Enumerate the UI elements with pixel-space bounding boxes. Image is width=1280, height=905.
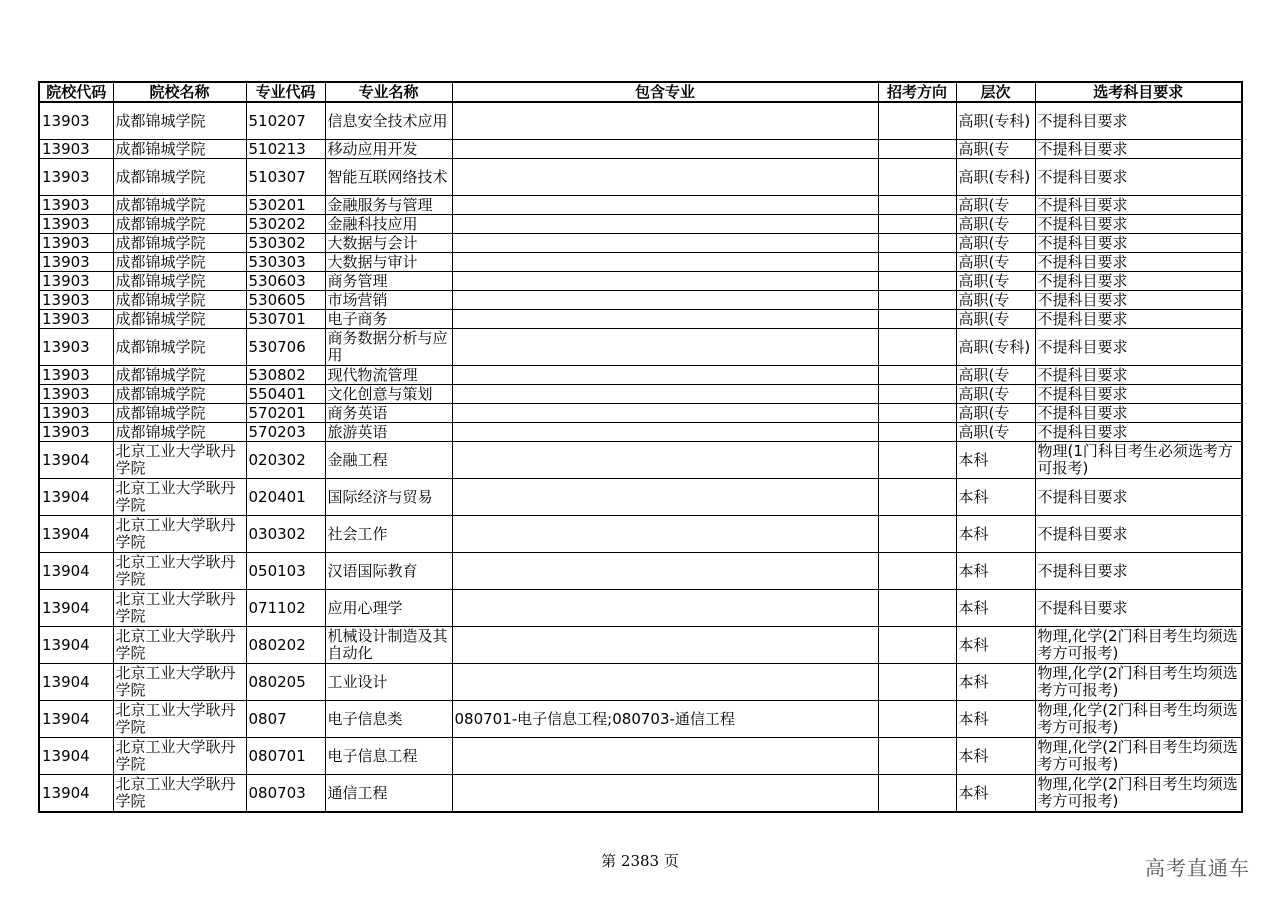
table-row bbox=[39, 404, 1242, 423]
cell-direction bbox=[878, 590, 956, 627]
cell-level: 本科 bbox=[956, 516, 1035, 553]
cell-major-name: 金融工程 bbox=[325, 442, 452, 479]
cell-direction bbox=[878, 664, 956, 701]
cell-major-code: 530303 bbox=[246, 253, 325, 272]
cell-major-name: 智能互联网络技术 bbox=[325, 159, 452, 196]
cell-school-name: 成都锦城学院 bbox=[113, 102, 246, 140]
cell-major-name: 移动应用开发 bbox=[325, 140, 452, 159]
cell-school-code: 13904 bbox=[39, 627, 113, 664]
cell-level: 高职(专 bbox=[956, 196, 1035, 215]
cell-included-majors bbox=[452, 738, 878, 775]
table-row bbox=[39, 479, 1242, 516]
cell-major-code: 020302 bbox=[246, 442, 325, 479]
cell-major-code: 530706 bbox=[246, 329, 325, 366]
cell-subject-requirement: 不提科目要求 bbox=[1035, 516, 1242, 553]
cell-school-name: 北京工业大学耿丹学院 bbox=[113, 775, 246, 813]
cell-level: 高职(专 bbox=[956, 234, 1035, 253]
cell-direction bbox=[878, 423, 956, 442]
cell-included-majors bbox=[452, 196, 878, 215]
cell-school-name: 成都锦城学院 bbox=[113, 404, 246, 423]
cell-school-code: 13904 bbox=[39, 775, 113, 813]
cell-included-majors bbox=[452, 423, 878, 442]
cell-school-name: 北京工业大学耿丹学院 bbox=[113, 442, 246, 479]
cell-school-name: 成都锦城学院 bbox=[113, 291, 246, 310]
header-level: 层次 bbox=[956, 82, 1035, 102]
cell-subject-requirement: 不提科目要求 bbox=[1035, 553, 1242, 590]
cell-included-majors bbox=[452, 253, 878, 272]
cell-school-name: 北京工业大学耿丹学院 bbox=[113, 701, 246, 738]
cell-level: 本科 bbox=[956, 664, 1035, 701]
cell-major-name: 金融科技应用 bbox=[325, 215, 452, 234]
header-direction: 招考方向 bbox=[878, 82, 956, 102]
cell-school-code: 13903 bbox=[39, 423, 113, 442]
cell-included-majors bbox=[452, 234, 878, 253]
cell-major-code: 530302 bbox=[246, 234, 325, 253]
cell-direction bbox=[878, 234, 956, 253]
cell-subject-requirement: 物理,化学(2门科目考生均须选考方可报考) bbox=[1035, 775, 1242, 813]
cell-school-code: 13903 bbox=[39, 234, 113, 253]
cell-school-code: 13904 bbox=[39, 664, 113, 701]
cell-school-name: 成都锦城学院 bbox=[113, 329, 246, 366]
cell-included-majors bbox=[452, 215, 878, 234]
cell-school-code: 13904 bbox=[39, 479, 113, 516]
table-row bbox=[39, 366, 1242, 385]
cell-direction bbox=[878, 442, 956, 479]
cell-major-code: 0807 bbox=[246, 701, 325, 738]
cell-major-name: 商务数据分析与应用 bbox=[325, 329, 452, 366]
cell-included-majors: 080701-电子信息工程;080703-通信工程 bbox=[452, 701, 878, 738]
cell-major-code: 510213 bbox=[246, 140, 325, 159]
table-row bbox=[39, 738, 1242, 775]
cell-school-code: 13903 bbox=[39, 310, 113, 329]
cell-school-code: 13904 bbox=[39, 516, 113, 553]
cell-major-code: 080701 bbox=[246, 738, 325, 775]
cell-major-name: 信息安全技术应用 bbox=[325, 102, 452, 140]
cell-subject-requirement: 物理,化学(2门科目考生均须选考方可报考) bbox=[1035, 664, 1242, 701]
cell-school-code: 13903 bbox=[39, 329, 113, 366]
cell-direction bbox=[878, 553, 956, 590]
cell-included-majors bbox=[452, 553, 878, 590]
cell-direction bbox=[878, 516, 956, 553]
header-subject-requirement: 选考科目要求 bbox=[1035, 82, 1242, 102]
cell-major-code: 071102 bbox=[246, 590, 325, 627]
cell-level: 本科 bbox=[956, 775, 1035, 813]
cell-level: 高职(专 bbox=[956, 310, 1035, 329]
header-major-name: 专业名称 bbox=[325, 82, 452, 102]
cell-school-name: 成都锦城学院 bbox=[113, 234, 246, 253]
cell-level: 高职(专 bbox=[956, 272, 1035, 291]
cell-subject-requirement: 不提科目要求 bbox=[1035, 102, 1242, 140]
cell-major-name: 文化创意与策划 bbox=[325, 385, 452, 404]
table-row bbox=[39, 234, 1242, 253]
cell-included-majors bbox=[452, 102, 878, 140]
cell-level: 本科 bbox=[956, 553, 1035, 590]
cell-subject-requirement: 不提科目要求 bbox=[1035, 310, 1242, 329]
cell-level: 高职(专 bbox=[956, 366, 1035, 385]
cell-school-name: 北京工业大学耿丹学院 bbox=[113, 553, 246, 590]
table-row bbox=[39, 102, 1242, 140]
table-row bbox=[39, 385, 1242, 404]
cell-major-name: 应用心理学 bbox=[325, 590, 452, 627]
cell-major-name: 商务管理 bbox=[325, 272, 452, 291]
cell-level: 本科 bbox=[956, 738, 1035, 775]
table-row bbox=[39, 272, 1242, 291]
cell-direction bbox=[878, 775, 956, 813]
cell-school-name: 成都锦城学院 bbox=[113, 385, 246, 404]
cell-major-name: 工业设计 bbox=[325, 664, 452, 701]
cell-subject-requirement: 不提科目要求 bbox=[1035, 215, 1242, 234]
cell-subject-requirement: 物理(1门科目考生必须选考方可报考) bbox=[1035, 442, 1242, 479]
cell-direction bbox=[878, 140, 956, 159]
header-major-code: 专业代码 bbox=[246, 82, 325, 102]
table-row bbox=[39, 553, 1242, 590]
table-header-row bbox=[39, 82, 1242, 102]
cell-subject-requirement: 不提科目要求 bbox=[1035, 253, 1242, 272]
header-school-code: 院校代码 bbox=[39, 82, 113, 102]
cell-major-code: 050103 bbox=[246, 553, 325, 590]
table-row bbox=[39, 310, 1242, 329]
cell-major-code: 080202 bbox=[246, 627, 325, 664]
cell-included-majors bbox=[452, 159, 878, 196]
cell-subject-requirement: 物理,化学(2门科目考生均须选考方可报考) bbox=[1035, 627, 1242, 664]
cell-major-code: 530202 bbox=[246, 215, 325, 234]
cell-level: 高职(专 bbox=[956, 253, 1035, 272]
cell-school-name: 北京工业大学耿丹学院 bbox=[113, 627, 246, 664]
cell-included-majors bbox=[452, 590, 878, 627]
cell-major-code: 530605 bbox=[246, 291, 325, 310]
cell-included-majors bbox=[452, 479, 878, 516]
table-row bbox=[39, 627, 1242, 664]
cell-major-name: 电子信息类 bbox=[325, 701, 452, 738]
cell-direction bbox=[878, 479, 956, 516]
cell-school-code: 13904 bbox=[39, 738, 113, 775]
table-row bbox=[39, 159, 1242, 196]
cell-direction bbox=[878, 310, 956, 329]
cell-major-name: 大数据与会计 bbox=[325, 234, 452, 253]
cell-school-code: 13903 bbox=[39, 140, 113, 159]
cell-subject-requirement: 不提科目要求 bbox=[1035, 196, 1242, 215]
cell-major-name: 国际经济与贸易 bbox=[325, 479, 452, 516]
cell-included-majors bbox=[452, 627, 878, 664]
cell-subject-requirement: 不提科目要求 bbox=[1035, 404, 1242, 423]
cell-major-name: 商务英语 bbox=[325, 404, 452, 423]
cell-included-majors bbox=[452, 516, 878, 553]
cell-subject-requirement: 不提科目要求 bbox=[1035, 329, 1242, 366]
cell-major-code: 510307 bbox=[246, 159, 325, 196]
cell-school-code: 13903 bbox=[39, 215, 113, 234]
cell-school-code: 13903 bbox=[39, 385, 113, 404]
cell-subject-requirement: 不提科目要求 bbox=[1035, 479, 1242, 516]
cell-school-name: 成都锦城学院 bbox=[113, 366, 246, 385]
cell-level: 本科 bbox=[956, 627, 1035, 664]
cell-direction bbox=[878, 291, 956, 310]
header-included-majors: 包含专业 bbox=[452, 82, 878, 102]
cell-direction bbox=[878, 404, 956, 423]
cell-level: 高职(专 bbox=[956, 291, 1035, 310]
cell-major-name: 电子信息工程 bbox=[325, 738, 452, 775]
cell-subject-requirement: 不提科目要求 bbox=[1035, 272, 1242, 291]
cell-school-name: 成都锦城学院 bbox=[113, 272, 246, 291]
cell-direction bbox=[878, 102, 956, 140]
cell-level: 高职(专 bbox=[956, 215, 1035, 234]
admissions-table bbox=[38, 81, 1243, 813]
table-row bbox=[39, 423, 1242, 442]
cell-direction bbox=[878, 701, 956, 738]
cell-school-code: 13904 bbox=[39, 701, 113, 738]
cell-school-name: 成都锦城学院 bbox=[113, 196, 246, 215]
cell-direction bbox=[878, 385, 956, 404]
cell-major-code: 530802 bbox=[246, 366, 325, 385]
cell-major-code: 080205 bbox=[246, 664, 325, 701]
cell-major-code: 530201 bbox=[246, 196, 325, 215]
cell-included-majors bbox=[452, 272, 878, 291]
cell-major-code: 030302 bbox=[246, 516, 325, 553]
table-row bbox=[39, 664, 1242, 701]
cell-direction bbox=[878, 366, 956, 385]
table-row bbox=[39, 516, 1242, 553]
cell-included-majors bbox=[452, 366, 878, 385]
cell-school-name: 成都锦城学院 bbox=[113, 253, 246, 272]
cell-level: 高职(专 bbox=[956, 140, 1035, 159]
table-row bbox=[39, 701, 1242, 738]
cell-subject-requirement: 不提科目要求 bbox=[1035, 366, 1242, 385]
cell-major-name: 市场营销 bbox=[325, 291, 452, 310]
cell-level: 高职(专 bbox=[956, 423, 1035, 442]
cell-major-name: 机械设计制造及其自动化 bbox=[325, 627, 452, 664]
cell-subject-requirement: 不提科目要求 bbox=[1035, 423, 1242, 442]
cell-school-name: 北京工业大学耿丹学院 bbox=[113, 664, 246, 701]
table-row bbox=[39, 196, 1242, 215]
cell-included-majors bbox=[452, 404, 878, 423]
cell-level: 高职(专 bbox=[956, 404, 1035, 423]
cell-major-name: 电子商务 bbox=[325, 310, 452, 329]
cell-major-name: 金融服务与管理 bbox=[325, 196, 452, 215]
table-row bbox=[39, 291, 1242, 310]
cell-direction bbox=[878, 196, 956, 215]
header-school-name: 院校名称 bbox=[113, 82, 246, 102]
cell-major-code: 550401 bbox=[246, 385, 325, 404]
cell-subject-requirement: 不提科目要求 bbox=[1035, 590, 1242, 627]
cell-major-code: 530603 bbox=[246, 272, 325, 291]
cell-direction bbox=[878, 272, 956, 291]
cell-direction bbox=[878, 329, 956, 366]
cell-included-majors bbox=[452, 442, 878, 479]
cell-school-name: 成都锦城学院 bbox=[113, 159, 246, 196]
cell-included-majors bbox=[452, 140, 878, 159]
cell-school-name: 北京工业大学耿丹学院 bbox=[113, 590, 246, 627]
cell-level: 本科 bbox=[956, 590, 1035, 627]
cell-level: 高职(专科) bbox=[956, 102, 1035, 140]
cell-school-code: 13903 bbox=[39, 102, 113, 140]
table-row bbox=[39, 215, 1242, 234]
cell-included-majors bbox=[452, 775, 878, 813]
cell-school-name: 成都锦城学院 bbox=[113, 215, 246, 234]
cell-major-code: 570203 bbox=[246, 423, 325, 442]
table-body bbox=[39, 102, 1242, 812]
cell-school-code: 13903 bbox=[39, 272, 113, 291]
cell-level: 本科 bbox=[956, 701, 1035, 738]
cell-direction bbox=[878, 215, 956, 234]
cell-direction bbox=[878, 627, 956, 664]
cell-major-code: 020401 bbox=[246, 479, 325, 516]
cell-school-code: 13904 bbox=[39, 442, 113, 479]
cell-major-name: 汉语国际教育 bbox=[325, 553, 452, 590]
cell-direction bbox=[878, 253, 956, 272]
cell-school-code: 13903 bbox=[39, 196, 113, 215]
cell-major-code: 570201 bbox=[246, 404, 325, 423]
cell-school-name: 北京工业大学耿丹学院 bbox=[113, 479, 246, 516]
cell-included-majors bbox=[452, 664, 878, 701]
cell-subject-requirement: 不提科目要求 bbox=[1035, 291, 1242, 310]
cell-major-name: 现代物流管理 bbox=[325, 366, 452, 385]
cell-major-name: 大数据与审计 bbox=[325, 253, 452, 272]
table-row bbox=[39, 329, 1242, 366]
cell-major-name: 旅游英语 bbox=[325, 423, 452, 442]
cell-subject-requirement: 不提科目要求 bbox=[1035, 385, 1242, 404]
table-row bbox=[39, 590, 1242, 627]
watermark: 高考直通车 bbox=[1145, 856, 1250, 880]
cell-subject-requirement: 不提科目要求 bbox=[1035, 234, 1242, 253]
cell-school-code: 13903 bbox=[39, 159, 113, 196]
cell-included-majors bbox=[452, 310, 878, 329]
cell-subject-requirement: 不提科目要求 bbox=[1035, 140, 1242, 159]
cell-included-majors bbox=[452, 291, 878, 310]
cell-level: 本科 bbox=[956, 479, 1035, 516]
cell-subject-requirement: 物理,化学(2门科目考生均须选考方可报考) bbox=[1035, 738, 1242, 775]
cell-school-name: 北京工业大学耿丹学院 bbox=[113, 738, 246, 775]
cell-school-name: 成都锦城学院 bbox=[113, 423, 246, 442]
cell-major-code: 530701 bbox=[246, 310, 325, 329]
cell-level: 本科 bbox=[956, 442, 1035, 479]
cell-school-code: 13903 bbox=[39, 404, 113, 423]
cell-major-code: 080703 bbox=[246, 775, 325, 813]
cell-school-code: 13903 bbox=[39, 366, 113, 385]
table-row bbox=[39, 253, 1242, 272]
cell-subject-requirement: 不提科目要求 bbox=[1035, 159, 1242, 196]
cell-major-code: 510207 bbox=[246, 102, 325, 140]
table-row bbox=[39, 775, 1242, 813]
table-row bbox=[39, 140, 1242, 159]
table-row bbox=[39, 442, 1242, 479]
page-number: 第 2383 页 bbox=[601, 852, 679, 870]
cell-major-name: 社会工作 bbox=[325, 516, 452, 553]
cell-included-majors bbox=[452, 329, 878, 366]
cell-school-name: 成都锦城学院 bbox=[113, 140, 246, 159]
cell-school-code: 13903 bbox=[39, 291, 113, 310]
cell-school-name: 北京工业大学耿丹学院 bbox=[113, 516, 246, 553]
cell-direction bbox=[878, 738, 956, 775]
cell-school-code: 13903 bbox=[39, 253, 113, 272]
cell-level: 高职(专科) bbox=[956, 329, 1035, 366]
cell-level: 高职(专科) bbox=[956, 159, 1035, 196]
cell-direction bbox=[878, 159, 956, 196]
cell-school-code: 13904 bbox=[39, 590, 113, 627]
cell-subject-requirement: 物理,化学(2门科目考生均须选考方可报考) bbox=[1035, 701, 1242, 738]
cell-school-name: 成都锦城学院 bbox=[113, 310, 246, 329]
cell-included-majors bbox=[452, 385, 878, 404]
cell-major-name: 通信工程 bbox=[325, 775, 452, 813]
cell-level: 高职(专 bbox=[956, 385, 1035, 404]
cell-school-code: 13904 bbox=[39, 553, 113, 590]
